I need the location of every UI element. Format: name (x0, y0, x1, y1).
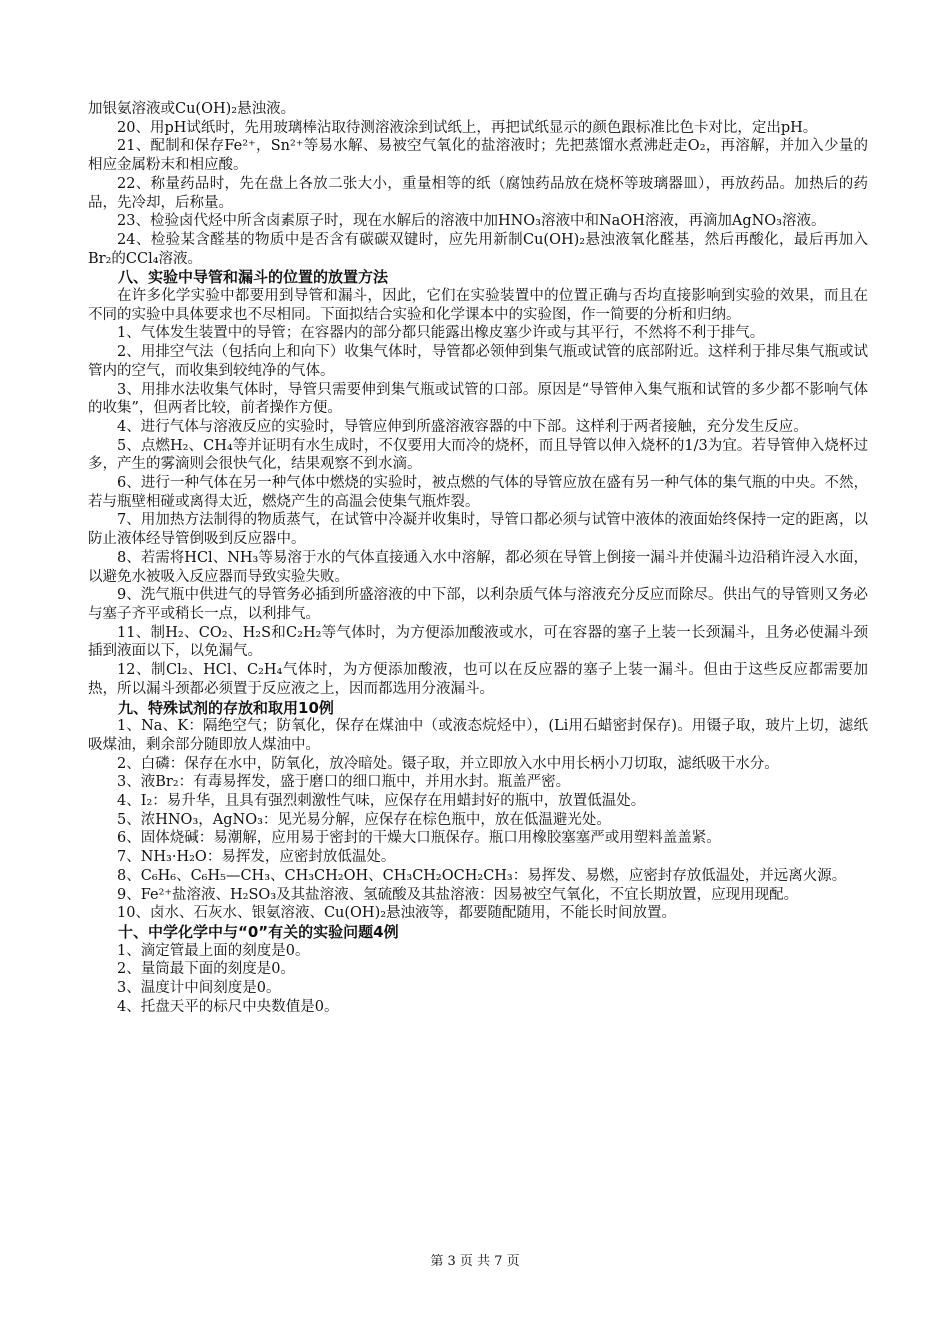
paragraph: 9、Fe²⁺盐溶液、H₂SO₃及其盐溶液、氢硫酸及其盐溶液：因易被空气氧化，不宜长期放置，应现用现配。 (117, 886, 799, 903)
section-heading: 八、实验中导管和漏斗的位置的放置方法 (118, 268, 389, 287)
paragraph: 12、制Cl₂、HCl、C₂H₄气体时，为方便添加酸液，也可以在反应器的塞子上装一漏斗。但由于这些反应都需要加热，所以漏斗颈都必须置于反应液之上，因而都选用分液漏斗。 (88, 662, 868, 697)
paragraph: 9、洗气瓶中供进气的导管务必插到所盛溶液的中下部，以利杂质气体与溶液充分反应而除尽。供出气的导管则又务必与塞子齐平或稍长一点，以利排气。 (88, 587, 868, 622)
paragraph: 4、托盘天平的标尺中央数值是0。 (117, 998, 339, 1015)
paragraph: 5、浓HNO₃，AgNO₃：见光易分解，应保存在棕色瓶中，放在低温避光处。 (117, 811, 611, 828)
paragraph: 21、配制和保存Fe²⁺，Sn²⁺等易水解、易被空气氧化的盐溶液时；先把蒸馏水煮沸赶走O₂，再溶解，并加入少量的相应金属粉末和相应酸。 (88, 138, 868, 174)
paragraph: 4、I₂：易升华，且具有强烈刺激性气味，应保存在用蜡封好的瓶中，放置低温处。 (117, 793, 646, 810)
paragraph: 8、C₆H₆、C₆H₅—CH₃、CH₃CH₂OH、CH₃CH₂OCH₂CH₃：易挥发、易燃，应密封存放低温处，并远离火源。 (117, 867, 847, 884)
paragraph: 10、卤水、石灰水、银氨溶液、Cu(OH)₂悬浊液等，都要随配随用，不能长时间放置。 (117, 905, 677, 922)
paragraph: 6、固体烧碱：易潮解，应用易于密封的干燥大口瓶保存。瓶口用橡胶塞塞严或用塑料盖盖紧。 (117, 830, 721, 847)
paragraph: 2、用排空气法（包括向上和向下）收集气体时，导管都必领伸到集气瓶或试管的底部附近。这样利于排尽集气瓶或试管内的空气，而收集到较纯净的气体。 (88, 344, 868, 379)
paragraph: 4、进行气体与溶液反应的实验时，导管应伸到所盛溶液容器的中下部。这样利于两者接触，充分发生反应。 (117, 418, 808, 435)
paragraph: 24、检验某含醛基的物质中是否含有碳碳双键时，应先用新制Cu(OH)₂悬浊液氧化醛基，然后再酸化，最后再加入Br₂的CCl₄溶液。 (88, 231, 868, 267)
paragraph: 1、滴定管最上面的刻度是0。 (117, 942, 310, 959)
paragraph: 5、点燃H₂、CH₄等并证明有水生成时，不仅要用大而冷的烧杯，而且导管以伸入烧杯的1/3为宜。若导管伸入烧杯过多，产生的雾滴则会很快气化，结果观察不到水滴。 (88, 437, 868, 473)
paragraph: 1、气体发生装置中的导管；在容器内的部分都只能露出橡皮塞少许或与其平行，不然将不利于排气。 (117, 325, 765, 342)
page-footer: 第 3 页 共 7 页 (430, 1254, 520, 1269)
document-body (88, 100, 868, 1016)
paragraph: 3、用排水法收集气体时，导管只需要伸到集气瓶或试管的口部。原因是“导管伸入集气瓶和试管的多少都不影响气体的收集”，但两者比较，前者操作方便。 (88, 381, 868, 417)
paragraph: 11、制H₂、CO₂、H₂S和C₂H₂等气体时，为方便添加酸液或水，可在容器的塞子上装一长颈漏斗，且务必使漏斗颈插到液面以下，以免漏气。 (88, 624, 868, 660)
section-heading: 十、中学化学中与“0”有关的实验问题4例 (118, 922, 399, 941)
paragraph: 3、温度计中间刻度是0。 (117, 980, 281, 997)
paragraph: 7、NH₃·H₂O：易挥发，应密封放低温处。 (117, 849, 396, 866)
paragraph: 3、液Br₂：有毒易挥发，盛于磨口的细口瓶中，并用水封。瓶盖严密。 (117, 774, 571, 791)
paragraph: 1、Na、K：隔绝空气；防氧化，保存在煤油中（或液态烷烃中），(Li用石蜡密封保存)。用镊子取，玻片上切，滤纸吸煤油，剩余部分随即放人煤油中。 (88, 718, 868, 753)
paragraph: 7、用加热方法制得的物质蒸气，在试管中冷凝并收集时，导管口都必须与试管中液体的液面始终保持一定的距离，以防止液体经导管倒吸到反应器中。 (88, 512, 868, 548)
paragraph: 2、白磷：保存在水中，防氧化，放冷暗处。镊子取，并立即放入水中用长柄小刀切取，滤纸吸干水分。 (117, 755, 779, 772)
paragraph: 在许多化学实验中都要用到导管和漏斗，因此，它们在实验装置中的位置正确与否均直接影响到实验的效果，而且在不同的实验中具体要求也不尽相同。下面拟结合实验和化学课本中的实验图，作一简要的分析和归纳。 (88, 288, 868, 323)
paragraph: 8、若需将HCl、NH₃等易溶于水的气体直接通入水中溶解，都必须在导管上倒接一漏斗并使漏斗边沿稍许浸入水面，以避免水被吸入反应器而导致实验失败。 (88, 549, 868, 585)
paragraph: 2、量筒最下面的刻度是0。 (117, 961, 295, 978)
paragraph: 加银氨溶液或Cu(OH)₂悬浊液。 (88, 101, 296, 117)
paragraph: 22、称量药品时，先在盘上各放二张大小，重量相等的纸（腐蚀药品放在烧杯等玻璃器皿），再放药品。加热后的药品，先冷却，后称量。 (88, 175, 868, 211)
paragraph: 23、检验卤代烃中所含卤素原子时，现在水解后的溶液中加HNO₃溶液中和NaOH溶液，再滴加AgNO₃溶液。 (117, 213, 826, 230)
paragraph: 20、用pH试纸时，先用玻璃棒沾取待测溶液涂到试纸上，再把试纸显示的颜色跟标准比色卡对比，定出pH。 (117, 119, 818, 136)
paragraph: 6、进行一种气体在另一种气体中燃烧的实验时，被点燃的气体的导管应放在盛有另一种气体的集气瓶的中央。不然，若与瓶壁相碰或离得太近，燃烧产生的高温会使集气瓶炸裂。 (88, 475, 868, 510)
section-heading: 九、特殊试剂的存放和取用10例 (118, 698, 334, 717)
